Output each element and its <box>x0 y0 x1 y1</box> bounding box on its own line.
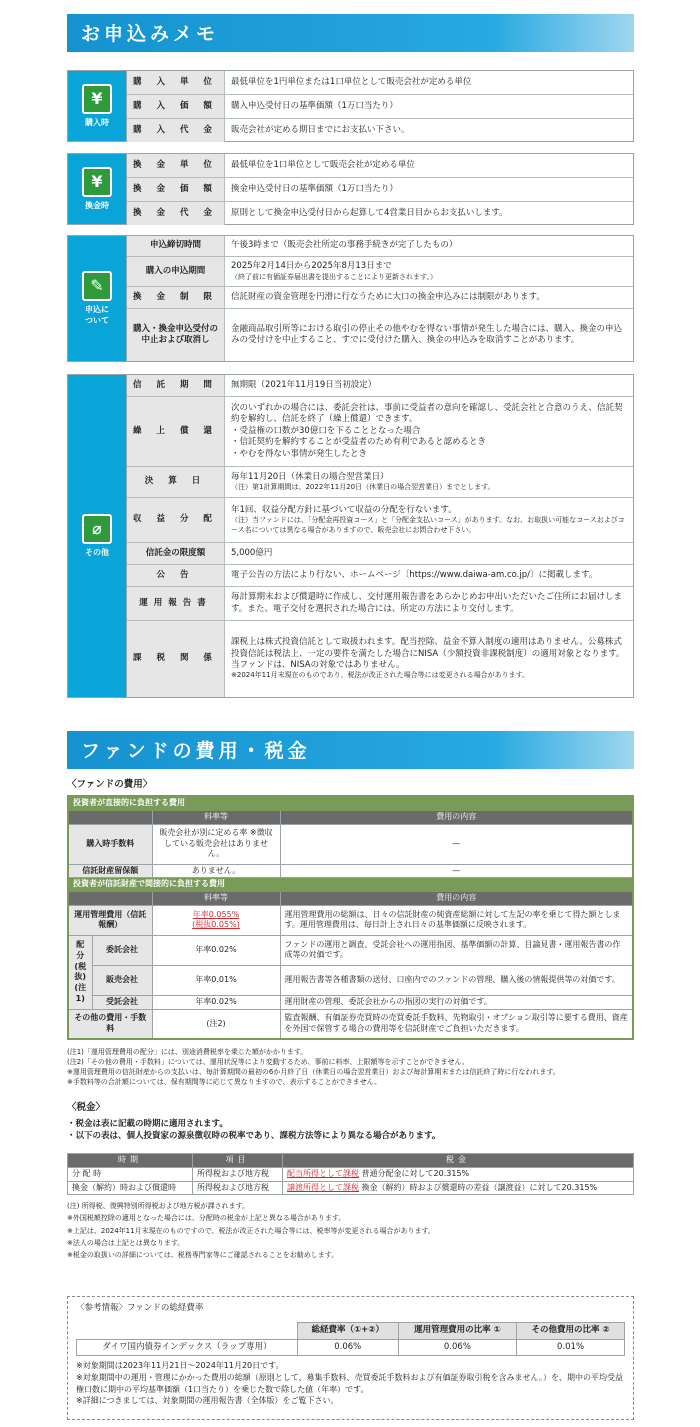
col-header: 総経費率（①+②） <box>297 1323 398 1339</box>
tax-bullets <box>67 1118 637 1143</box>
side-label: 換金時 <box>85 200 109 210</box>
group-other <box>67 374 634 698</box>
row-label: 申込締切時間 <box>127 236 225 256</box>
row-value: 信託財産の資金管理を円滑に行なうために大口の換金申込みには制限があります。 <box>231 291 545 302</box>
fee-table <box>67 795 634 1040</box>
row-label: 換 金 価 額 <box>127 178 225 201</box>
alloc-item: 販売会社 <box>92 965 152 995</box>
expense-ratio-table <box>76 1322 625 1356</box>
section-header-application: お申込みメモ <box>67 14 634 52</box>
note-line: (注1)「運用管理費用の配分」には、別途消費税率を乗じた額がかかります。 <box>67 1048 308 1056</box>
bullet: ・信託契約を解約することが受益者のため有利であると認めるとき <box>231 437 487 448</box>
note-line: (注2)「その他の費用・手数料」については、運用状況等により変動するため、事前に料率、上限額等を示すことができません。 <box>67 1058 469 1067</box>
fee-label: 購入時手数料 <box>68 824 152 864</box>
side-label: ついて <box>85 315 109 325</box>
alloc-item: 受託会社 <box>92 995 152 1009</box>
col-header: その他費用の比率 ② <box>517 1323 625 1339</box>
fee-rate: ありません。 <box>152 864 280 878</box>
side-label: 申込に <box>85 304 109 314</box>
row-label: 運用報告書 <box>127 587 225 620</box>
col-header: 税金 <box>283 1154 634 1168</box>
row-label: 購 入 単 位 <box>127 71 225 94</box>
ratio-value: 0.01% <box>517 1339 625 1355</box>
note-line: ※上記は、2024年11月末現在のものですので、税法が改正された場合等には、税率等が変更される場合があります。 <box>67 1226 435 1235</box>
side-label: その他 <box>85 547 109 557</box>
tax-rate: 換金（解約）時および償還時の差益（譲渡益）に対して20.315% <box>361 1182 598 1192</box>
fee-rate: 販売会社が別に定める率 ※徴収している販売会社はありません。 <box>152 824 280 864</box>
tax-item: 所得税および地方税 <box>193 1167 283 1181</box>
row-label: 換 金 制 限 <box>127 287 225 308</box>
tax-item: 所得税および地方税 <box>193 1181 283 1195</box>
row-note: （終了前に有価証券届出書を提出することにより更新されます。） <box>231 272 437 281</box>
fee-rate: 年率0.055% <box>192 909 240 919</box>
application-side <box>68 236 127 361</box>
note-line: ※税金の取扱いの詳細については、税務専門家等にご確認されることをお勧めします。 <box>67 1251 339 1259</box>
col-header: 費用の内容 <box>280 810 633 824</box>
fee-label: 運用管理費用（信託報酬） <box>68 905 152 935</box>
row-label: 購 入 価 額 <box>127 95 225 118</box>
col-header: 料率等 <box>152 892 280 906</box>
bullet: ・やむを得ない事情が発生したとき <box>231 448 368 459</box>
row-label: 信 託 期 間 <box>127 375 225 396</box>
col-header: 料率等 <box>152 810 280 824</box>
alloc-item: 委託会社 <box>92 935 152 965</box>
fee-label: 信託財産留保額 <box>68 864 152 878</box>
row-value: 電子公告の方法により行ない、ホームページ〔https://www.daiwa-am.co.jp/〕に掲載します。 <box>231 569 598 580</box>
bullet: ・受益権の口数が30億口を下ることとなった場合 <box>231 425 421 436</box>
tax-timing: 換金（解約）時および償還時 <box>68 1181 193 1195</box>
fee-notes <box>67 1047 637 1088</box>
row-note: （注）当ファンドには、「分配金再投資コース」と「分配金支払いコース」があります。なお、お取扱い可能なコースおよびコース名については異なる場合がありますので、販売会社にお問合わせ下さい。 <box>231 516 625 534</box>
row-label: 信託金の限度額 <box>127 543 225 564</box>
row-value: 最低単位を1口単位として販売会社が定める単位 <box>231 159 415 170</box>
fee-rate: 年率0.01% <box>152 965 280 995</box>
purchase-side <box>68 71 127 141</box>
tax-timing: 分 配 時 <box>68 1167 193 1181</box>
note-line: ※外国税額控除の適用となった場合には、分配時の税金が上記と異なる場合があります。 <box>67 1214 346 1223</box>
row-value: 次のいずれかの場合には、委託会社は、事前に受益者の意向を確認し、受託会社と合意のうえ、信託契約を解約し、信託を終了（繰上償還）できます。 <box>231 402 623 425</box>
row-value: 原則として換金申込受付日から起算して4営業日目からお支払いします。 <box>231 207 508 218</box>
fee-desc: 運用報告書等各種書類の送付、口座内でのファンドの管理、購入後の情報提供等の対価です。 <box>280 965 633 995</box>
row-value: 2025年2月14日から2025年8月13日まで <box>231 261 392 272</box>
row-label: 繰 上 償 還 <box>127 397 225 466</box>
tax-type: 配当所得として課税 <box>287 1168 359 1178</box>
row-value: 5,000億円 <box>231 547 273 558</box>
row-label: 購入・換金申込受付の中止および取消し <box>127 309 225 361</box>
tax-title: 〈税金〉 <box>67 1102 106 1113</box>
row-value: 換金申込受付日の基準価額（1万口当たり） <box>231 183 398 194</box>
row-label: 換 金 代 金 <box>127 202 225 225</box>
row-note: ※2024年11月末現在のものであり、税法が改正された場合等には変更される場合があります。 <box>231 671 530 680</box>
group-application <box>67 235 634 362</box>
tax-rate: 普通分配金に対して20.315% <box>361 1168 470 1178</box>
group-redemption <box>67 153 634 225</box>
alloc-label: 配分(税抜)(注1) <box>68 935 92 1009</box>
fee-group-direct: 投資者が直接的に負担する費用 <box>68 796 633 810</box>
row-label: 換 金 単 位 <box>127 154 225 177</box>
note-line: ※手数料等の合計額については、保有期間等に応じて異なりますので、表示することができません。 <box>67 1078 382 1087</box>
col-header: 費用の内容 <box>280 892 633 906</box>
reference-notes <box>76 1360 625 1406</box>
fee-title: 〈ファンドの費用〉 <box>67 779 153 790</box>
yen-icon: ¥ <box>82 167 112 197</box>
note-line: ※運用管理費用の信託財産からの支払いは、毎計算期間の最初の6か月終了日（休業日の場合翌営業日）および毎計算期末または信託終了時に行なわれます。 <box>67 1068 560 1077</box>
note-line: (注) 所得税、復興特別所得税および地方税が課されます。 <box>67 1202 250 1210</box>
fee-desc: — <box>280 864 633 878</box>
fee-rate-net: (税抜0.05%) <box>192 920 240 930</box>
fee-rate: (注2) <box>152 1009 280 1039</box>
fee-label: その他の費用・手数料 <box>68 1009 152 1039</box>
row-label: 購 入 代 金 <box>127 119 225 142</box>
note-line: ※対象期間は2023年11月21日～2024年11月20日です。 <box>76 1361 284 1371</box>
redemption-side <box>68 154 127 224</box>
reference-box <box>67 1296 634 1420</box>
row-label: 課 税 関 係 <box>127 621 225 697</box>
fee-rate: 年率0.02% <box>152 995 280 1009</box>
col-header: 運用管理費用の比率 ① <box>398 1323 516 1339</box>
fee-desc: 運用管理費用の総額は、日々の信託財産の純資産総額に対して左記の率を乗じて得た額とします。運用管理費用は、毎日計上され日々の基準価額に反映されます。 <box>280 905 633 935</box>
row-value: 年1回、収益分配方針に基づいて収益の分配を行ないます。 <box>231 504 457 515</box>
pen-icon: ✎ <box>82 271 112 301</box>
row-label: 公 告 <box>127 565 225 586</box>
paperclip-icon: ⌀ <box>82 514 112 544</box>
tax-table <box>67 1153 634 1195</box>
row-value: 購入申込受付日の基準価額（1万口当たり） <box>231 100 398 111</box>
ratio-value: 0.06% <box>297 1339 398 1355</box>
row-value: 販売会社が定める期日までにお支払い下さい。 <box>231 124 410 135</box>
row-value: 毎年11月20日（休業日の場合翌営業日） <box>231 471 389 482</box>
fund-name: ダイワ国内債券インデックス（ラップ専用） <box>77 1339 298 1355</box>
row-value: 金融商品取引所等における取引の停止その他やむを得ない事情が発生した場合には、購入、換金の申込みの受付けを中止すること、すでに受付けた購入、換金の申込みを取消すことがあります。 <box>231 323 623 345</box>
fee-desc: 運用財産の管理、委託会社からの指図の実行の対価です。 <box>280 995 633 1009</box>
reference-title: 〈参考情報〉ファンドの総経費率 <box>76 1303 204 1313</box>
row-label: 収 益 分 配 <box>127 498 225 542</box>
col-header: 項目 <box>193 1154 283 1168</box>
bullet: ・税金は表に記載の時期に適用されます。 <box>67 1119 228 1129</box>
section-header-fees: ファンドの費用・税金 <box>67 731 634 769</box>
tax-type: 譲渡所得として課税 <box>287 1182 359 1192</box>
row-value: 午後3時まで（販売会社所定の事務手続きが完了したもの） <box>231 240 458 251</box>
row-label: 決 算 日 <box>127 467 225 497</box>
yen-icon: ¥ <box>82 84 112 114</box>
note-line: ※対象期間中の運用・管理にかかった費用の総額（原則として、募集手数料、売買委託手数料および有価証券取引税を含みません。）を、期中の平均受益権口数に期中の平均基準価額（1口当たり）を乗じた数で除した値（年率）です。 <box>76 1373 624 1394</box>
row-value: 無期限（2021年11月19日当初設定） <box>231 379 377 390</box>
fee-desc: 監査報酬、有価証券売買時の売買委託手数料、先物取引・オプション取引等に要する費用、資産を外国で保管する場合の費用等を信託財産でご負担いただきます。 <box>280 1009 633 1039</box>
note-line: ※法人の場合は上記とは異なります。 <box>67 1238 185 1247</box>
row-value: 毎計算期末および償還時に作成し、交付運用報告書をあらかじめお申出いただいたご住所にお届けします。また、電子交付を選択された場合には、所定の方法により交付します。 <box>231 592 623 614</box>
row-value: 最低単位を1円単位または1口単位として販売会社が定める単位 <box>231 76 472 87</box>
bullet: ・以下の表は、個人投資家の源泉徴収時の税率であり、課税方法等により異なる場合があります。 <box>67 1131 441 1142</box>
row-value: 課税上は株式投資信託として取扱われます。配当控除、益金不算入制度の適用はありません。公募株式投資信託は税法上、一定の要件を満たした場合にNISA（少額投資非課税制度）の適用対象となります。当ファンドは、NISAの対象ではありません。 <box>231 637 625 671</box>
fee-desc: — <box>280 824 633 864</box>
other-side <box>68 375 127 697</box>
fee-desc: ファンドの運用と調査、受託会社への運用指図、基準価額の計算、目論見書・運用報告書の作成等の対価です。 <box>280 935 633 965</box>
row-note: （注）第1計算期間は、2022年11月20日（休業日の場合翌営業日）までとします。 <box>231 483 495 492</box>
fee-group-indirect: 投資者が信託財産で間接的に負担する費用 <box>68 878 633 892</box>
col-header: 時期 <box>68 1154 193 1168</box>
group-purchase <box>67 70 634 142</box>
row-label: 購入の申込期間 <box>127 257 225 286</box>
side-label: 購入時 <box>85 117 109 127</box>
fee-rate: 年率0.02% <box>152 935 280 965</box>
ratio-value: 0.06% <box>398 1339 516 1355</box>
tax-notes <box>67 1200 637 1261</box>
note-line: ※詳細につきましては、対象期間の運用報告書（全体版）をご覧下さい。 <box>76 1396 339 1406</box>
